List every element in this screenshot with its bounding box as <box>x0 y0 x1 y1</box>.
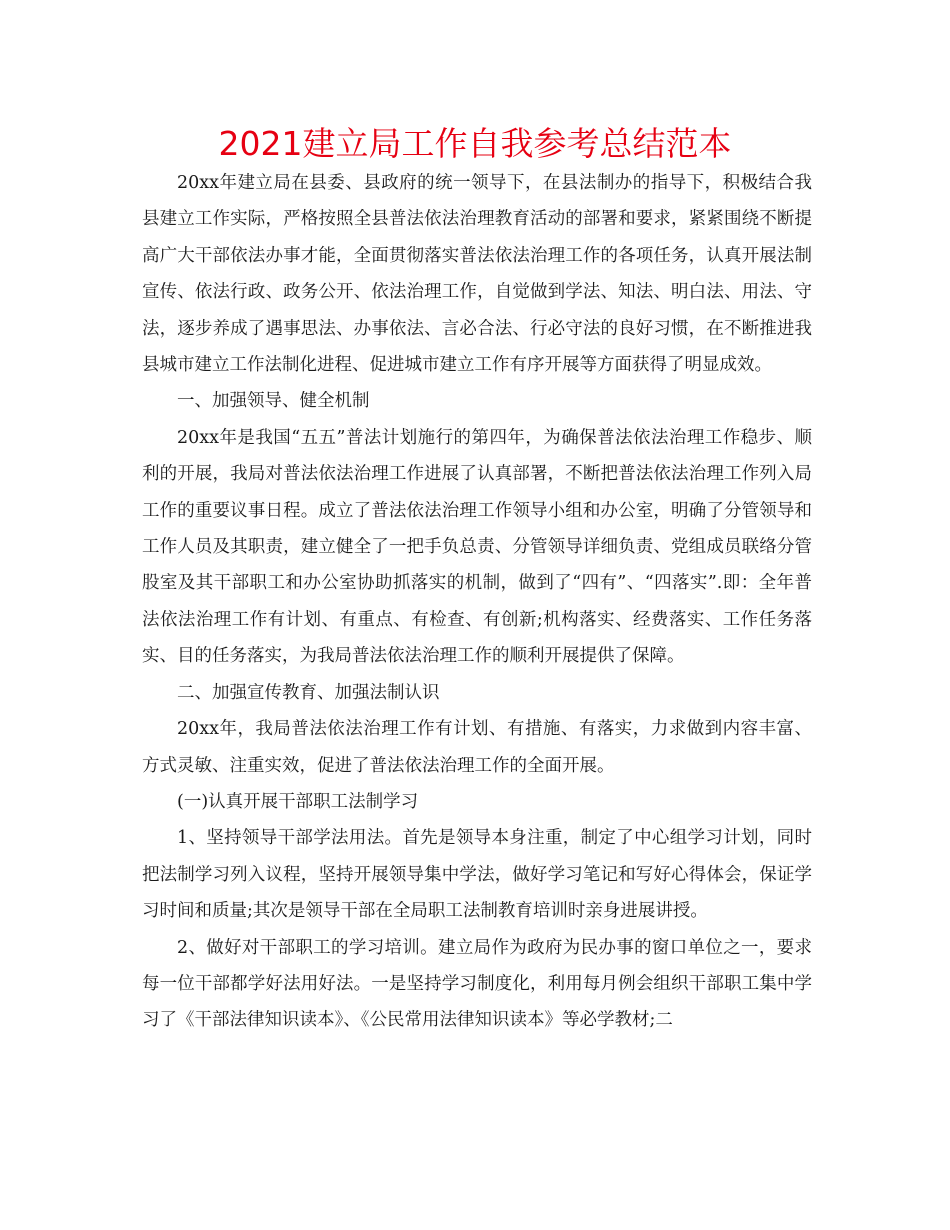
section-heading-1: 一、加强领导、健全机制 <box>177 391 370 412</box>
paragraph-section-2: 20xx年，我局普法依法治理工作有计划、有措施、有落实，力求做到内容丰富、方式灵敏、注重实效，促进了普法依法治理工作的全面开展。 <box>142 719 812 776</box>
paragraph-item-2: 2、做好对干部职工的学习培训。建立局作为政府为民办事的窗口单位之一，要求每一位干部都学好法用好法。一是坚持学习制度化，利用每月例会组织干部职工集中学习了《干部法律知识读本》、《公民常用法律知识读本》等必学教材;二 <box>142 937 812 1031</box>
paragraph-item-1: 1、坚持领导干部学法用法。首先是领导本身注重，制定了中心组学习计划，同时把法制学习列入议程，坚持开展领导集中学法，做好学习笔记和写好心得体会，保证学习时间和质量;其次是领导干部在全局职工法制教育培训时亲身进展讲授。 <box>142 828 812 922</box>
paragraph-intro: 20xx年建立局在县委、县政府的统一领导下，在县法制办的指导下，积极结合我县建立工作实际，严格按照全县普法依法治理教育活动的部署和要求，紧紧围绕不断提高广大干部依法办事才能，全面贯彻落实普法依法治理工作的各项任务，认真开展法制宣传、依法行政、政务公开、依法治理工作，自觉做到学法、知法、明白法、用法、守法，逐步养成了遇事思法、办事依法、言必合法、行必守法的良好习惯，在不断推进我县城市建立工作法制化进程、促进城市建立工作有序开展等方面获得了明显成效。 <box>142 173 812 376</box>
subsection-heading-1: (一)认真开展干部职工法制学习 <box>177 791 419 812</box>
section-heading-2: 二、加强宣传教育、加强法制认识 <box>177 682 440 703</box>
document-title: 2021建立局工作自我参考总结范本 <box>218 124 732 163</box>
document-body <box>142 165 812 1039</box>
paragraph-section-1: 20xx年是我国“五五”普法计划施行的第四年，为确保普法依法治理工作稳步、顺利的开展，我局对普法依法治理工作进展了认真部署，不断把普法依法治理工作列入局工作的重要议事日程。成立了普法依法治理工作领导小组和办公室，明确了分管领导和工作人员及其职责，建立健全了一把手负总责、分管领导详细负责、党组成员联络分管股室及其干部职工和办公室协助抓落实的机制，做到了“四有”、“四落实”.即：全年普法依法治理工作有计划、有重点、有检查、有创新;机构落实、经费落实、工作任务落实、目的任务落实，为我局普法依法治理工作的顺利开展提供了保障。 <box>142 427 812 667</box>
